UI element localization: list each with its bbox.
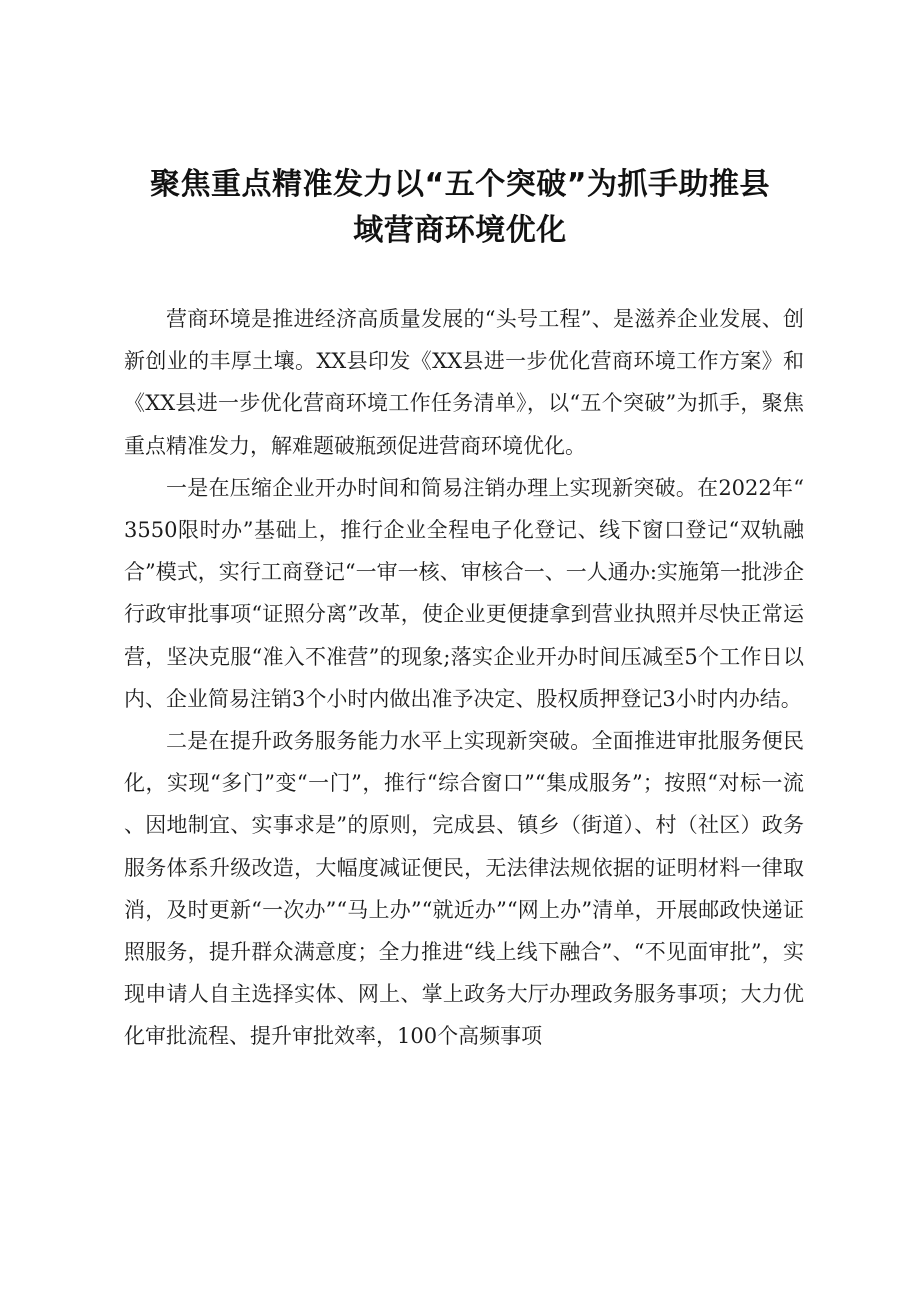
- paragraph-breakthrough-2: 二是在提升政务服务能力水平上实现新突破。全面推进审批服务便民化，实现“多门”变“一门”，推行“综合窗口”“集成服务”；按照“对标一流、因地制宜、实事求是”的原则，完成县、镇乡（街道）、村（社区）政务服务体系升级改造，大幅度减证便民，无法律法规依据的证明材料一律取消，及时更新“一次办”“马上办”“就近办”“网上办”清单，开展邮政快递证照服务，提升群众满意度；全力推进“线上线下融合”、“不见面审批”，实现申请人自主选择实体、网上、掌上政务大厅办理政务服务事项；大力优化审批流程、提升审批效率，100个高频事项: [124, 729, 804, 1049]
- paragraph-intro: 营商环境是推进经济高质量发展的“头号工程”、是滋养企业发展、创新创业的丰厚土壤。XX县印发《XX县进一步优化营商环境工作方案》和《XX县进一步优化营商环境工作任务清单》，以“五个突破”为抓手，聚焦重点精准发力，解难题破瓶颈促进营商环境优化。: [124, 307, 804, 458]
- paragraph-breakthrough-1: 一是在压缩企业开办时间和简易注销办理上实现新突破。在2022年“3550限时办”基础上，推行企业全程电子化登记、线下窗口登记“双轨融合”模式，实行工商登记“一审一核、审核合一、一人通办:实施第一批涉企行政审批事项“证照分离”改革，使企业更便捷拿到营业执照并尽快正常运营，坚决克服“准入不准营”的现象;落实企业开办时间压减至5个工作日以内、企业简易注销3个小时内做出准予决定、股权质押登记3小时内办结。: [124, 475, 804, 711]
- title-line-1: 聚焦重点精准发力以“五个突破”为抓手助推县: [150, 167, 770, 202]
- document-body: [124, 298, 804, 1058]
- document-title: [120, 162, 800, 254]
- title-line-2: 域营商环境优化: [353, 213, 567, 248]
